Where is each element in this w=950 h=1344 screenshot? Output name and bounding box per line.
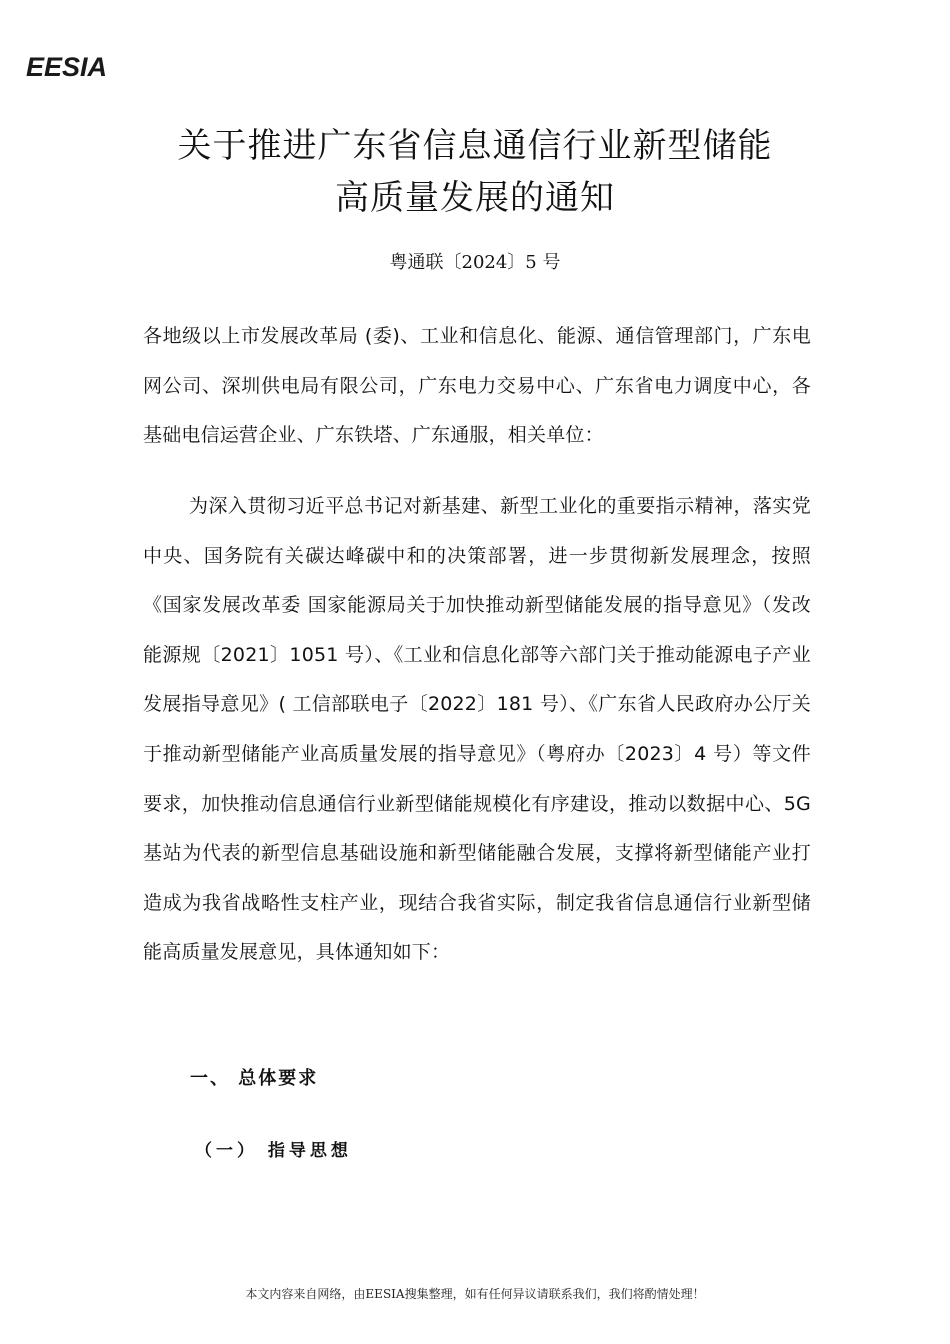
eesia-logo: EESIA xyxy=(26,52,108,82)
document-number: 粤通联〔2024〕5 号 xyxy=(389,252,561,273)
footer-disclaimer: 本文内容来自网络，由EESIA搜集整理，如有任何异议请联系我们，我们将酌情处理！ xyxy=(245,1287,705,1301)
addressee-paragraph: 各地级以上市发展改革局 (委)、工业和信息化、能源、通信管理部门，广东电网公司、深圳供电局有限公司，广东电力交易中心、广东省电力调度中心，各基础电信运营企业、广东铁塔、广东通服，相关单位： xyxy=(143,325,811,447)
section-heading-general-requirements: 一、 总体要求 xyxy=(190,1068,319,1089)
document-title-line-1: 关于推进广东省信息通信行业新型储能 xyxy=(177,126,773,166)
subsection-heading-guiding-ideology: （一） 指导思想 xyxy=(195,1141,352,1161)
document-title-line-2: 高质量发展的通知 xyxy=(335,178,615,218)
intro-paragraph: 为深入贯彻习近平总书记对新基建、新型工业化的重要指示精神，落实党中央、国务院有关碳达峰碳中和的决策部署，进一步贯彻新发展理念，按照《国家发展改革委 国家能源局关于加快推动新型储能发展的指导意见》（发改能源规〔2021〕1051 号）、《工业和信息化部等六部门关于推动能源电子产业发展指导意见》( 工信部联电子〔2022〕181 号）、《广东省人民政府办公厅关于推动新型储能产业高质量发展的指导意见》（粤府办〔2023〕4 号）等文件要求，加快推动信息通信行业新型储能规模化有序建设，推动以数据中心、5G基站为代表的新型信息基础设施和新型储能融合发展，支撑将新型储能产业打造成为我省战略性支柱产业，现结合我省实际，制定我省信息通信行业新型储能高质量发展意见，具体通知如下： xyxy=(143,495,811,964)
